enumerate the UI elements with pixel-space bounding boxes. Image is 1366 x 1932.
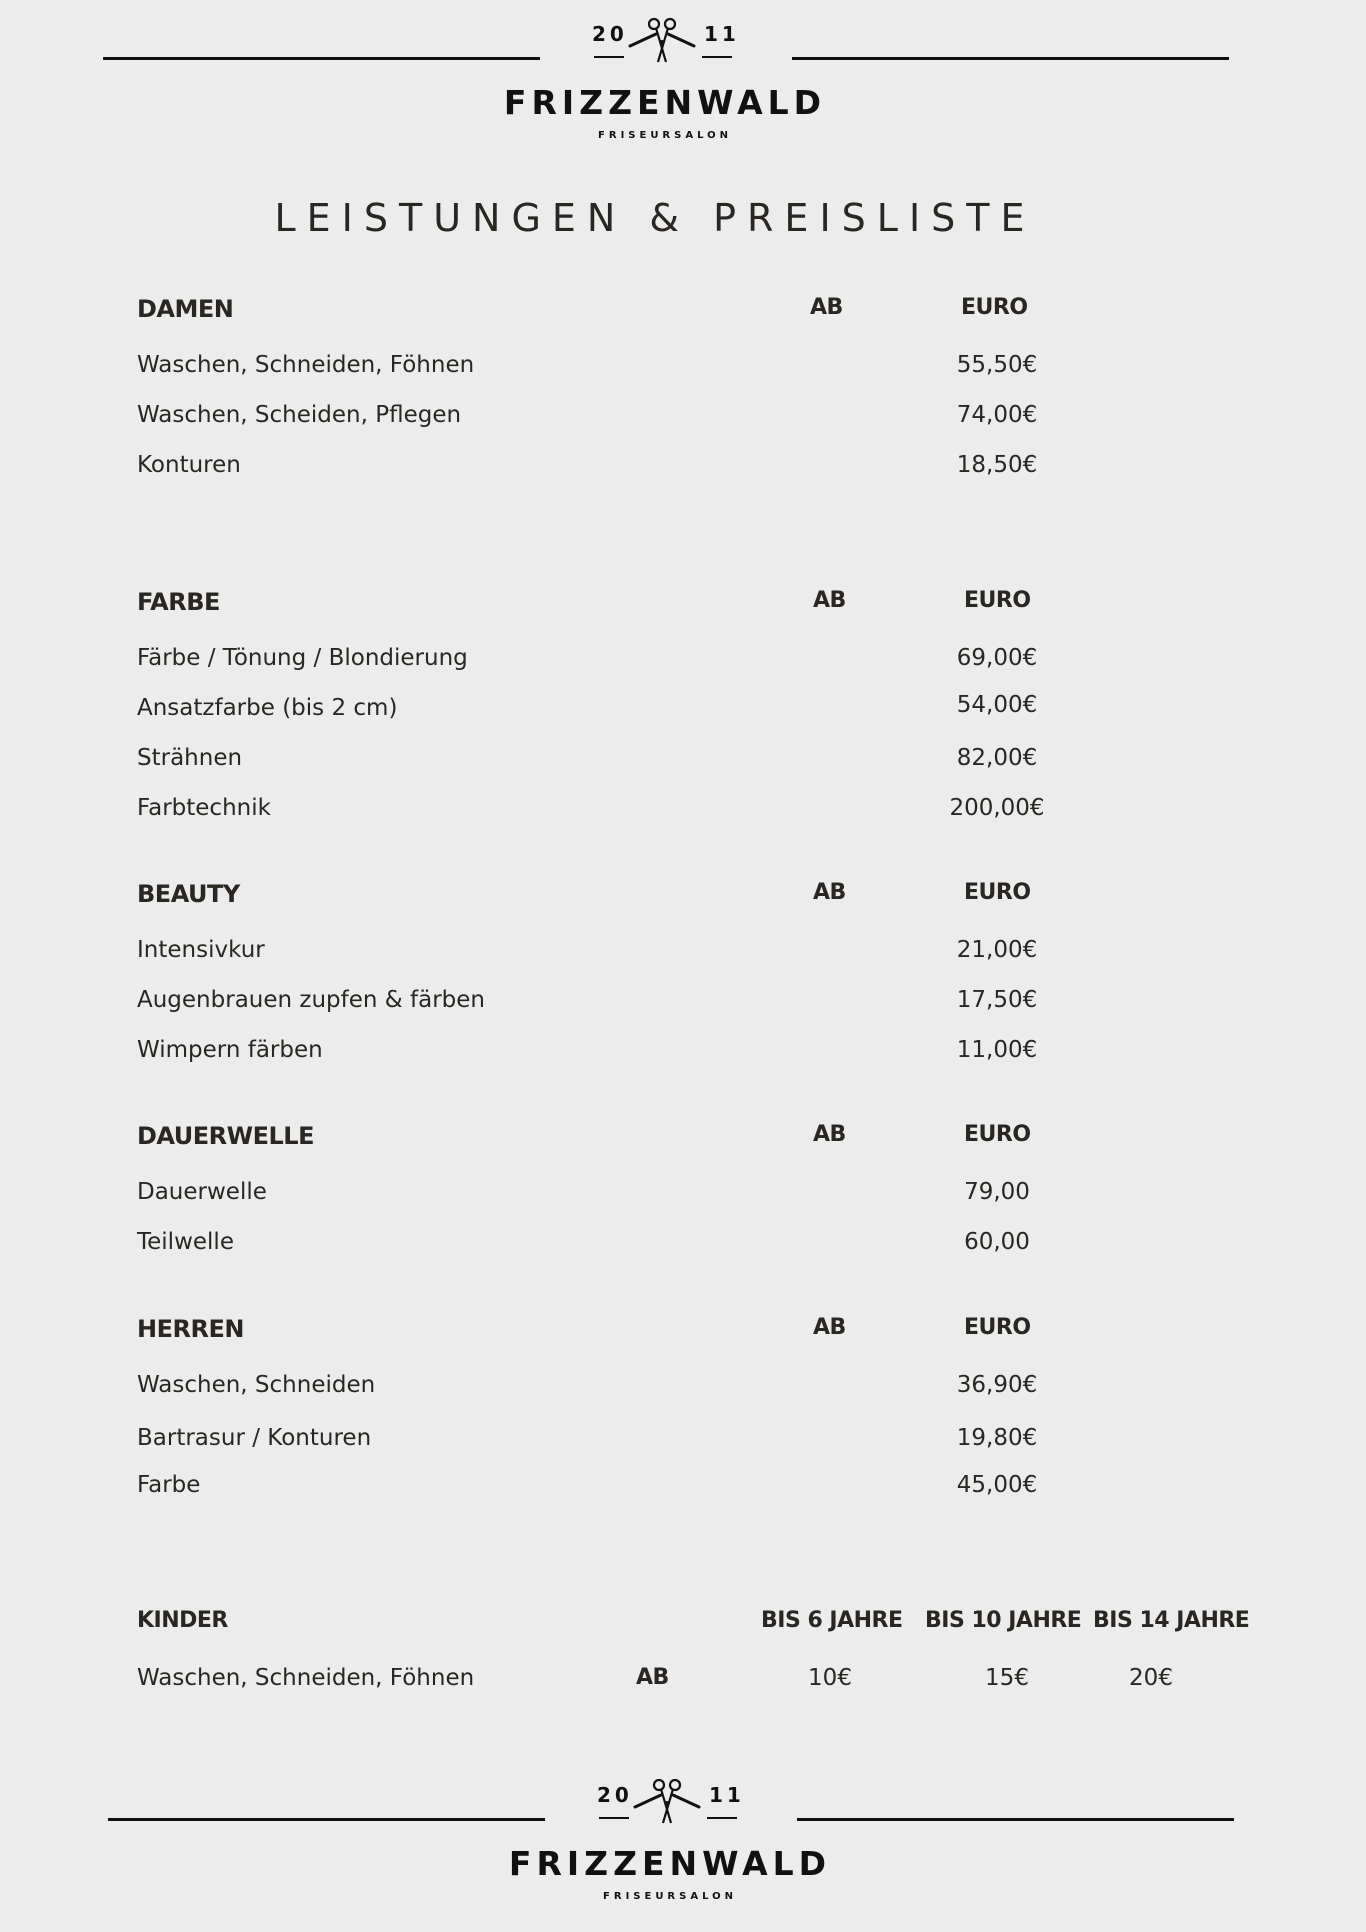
service-label: Augenbrauen zupfen & färben (137, 987, 486, 1013)
section-heading: DAUERWELLE (137, 1122, 314, 1150)
column-ab: AB (636, 1665, 669, 1690)
service-price: 200,00€ (949, 795, 1045, 821)
scissors-icon (626, 12, 698, 68)
column-ab: AB (813, 1122, 846, 1147)
price-age-6: 10€ (808, 1665, 852, 1691)
service-price: 17,50€ (956, 987, 1038, 1013)
service-label: Waschen, Scheiden, Pflegen (137, 402, 462, 428)
price-age-10: 15€ (985, 1665, 1029, 1691)
service-price: 79,00 (964, 1179, 1030, 1205)
service-price: 11,00€ (956, 1037, 1038, 1063)
column-euro: EURO (961, 295, 1028, 320)
service-label: Konturen (137, 452, 241, 478)
service-label: Waschen, Schneiden, Föhnen (137, 352, 475, 378)
header-logo (0, 0, 1366, 150)
service-label: Färbe / Tönung / Blondierung (137, 645, 468, 671)
price-age-14: 20€ (1129, 1665, 1173, 1691)
logo-divider-right (792, 57, 1229, 60)
logo-year-left: 20 (592, 22, 628, 46)
service-price: 36,90€ (956, 1372, 1038, 1398)
service-label: Ansatzfarbe (bis 2 cm) (137, 695, 398, 721)
page-title: LEISTUNGEN & PREISLISTE (274, 196, 1036, 240)
column-euro: EURO (964, 880, 1031, 905)
section-heading: BEAUTY (137, 880, 240, 908)
section-heading: DAMEN (137, 295, 234, 323)
logo-year-right: 11 (709, 1783, 745, 1807)
scissors-icon (631, 1773, 703, 1829)
service-price: 18,50€ (956, 452, 1038, 478)
logo-divider-right (797, 1818, 1234, 1821)
service-label: Waschen, Schneiden (137, 1372, 376, 1398)
service-price: 82,00€ (956, 745, 1038, 771)
section-heading: HERREN (137, 1315, 244, 1343)
column-age-6: BIS 6 JAHRE (761, 1608, 903, 1633)
service-price: 55,50€ (956, 352, 1038, 378)
service-price: 19,80€ (956, 1425, 1038, 1451)
service-label: Farbe (137, 1472, 201, 1498)
service-label: Bartrasur / Konturen (137, 1425, 372, 1451)
column-euro: EURO (964, 1315, 1031, 1340)
footer-logo (0, 1761, 1366, 1911)
brand-subtitle: FRISEURSALON (598, 130, 732, 141)
service-price: 54,00€ (956, 692, 1038, 718)
logo-year-underline-right (702, 56, 732, 58)
column-euro: EURO (964, 588, 1031, 613)
service-label: Strähnen (137, 745, 243, 771)
service-label: Wimpern färben (137, 1037, 323, 1063)
logo-year-underline-right (707, 1817, 737, 1819)
column-ab: AB (810, 295, 843, 320)
service-price: 74,00€ (956, 402, 1038, 428)
service-price: 69,00€ (956, 645, 1038, 671)
logo-divider-left (103, 57, 540, 60)
service-price: 45,00€ (956, 1472, 1038, 1498)
service-price: 21,00€ (956, 937, 1038, 963)
service-label: Waschen, Schneiden, Föhnen (137, 1665, 475, 1691)
brand-name: FRIZZENWALD (508, 1844, 832, 1883)
column-ab: AB (813, 588, 846, 613)
column-ab: AB (813, 1315, 846, 1340)
logo-year-underline-left (599, 1817, 629, 1819)
column-ab: AB (813, 880, 846, 905)
service-label: Farbtechnik (137, 795, 271, 821)
service-price: 60,00 (964, 1229, 1030, 1255)
service-label: Intensivkur (137, 937, 265, 963)
column-age-10: BIS 10 JAHRE (925, 1608, 1082, 1633)
logo-year-underline-left (594, 56, 624, 58)
section-heading: FARBE (137, 588, 220, 616)
service-label: Dauerwelle (137, 1179, 267, 1205)
section-heading: KINDER (137, 1608, 228, 1633)
brand-subtitle: FRISEURSALON (603, 1891, 737, 1902)
logo-year-right: 11 (704, 22, 740, 46)
column-age-14: BIS 14 JAHRE (1093, 1608, 1250, 1633)
logo-divider-left (108, 1818, 545, 1821)
brand-name: FRIZZENWALD (503, 83, 827, 122)
column-euro: EURO (964, 1122, 1031, 1147)
service-label: Teilwelle (137, 1229, 234, 1255)
logo-year-left: 20 (597, 1783, 633, 1807)
